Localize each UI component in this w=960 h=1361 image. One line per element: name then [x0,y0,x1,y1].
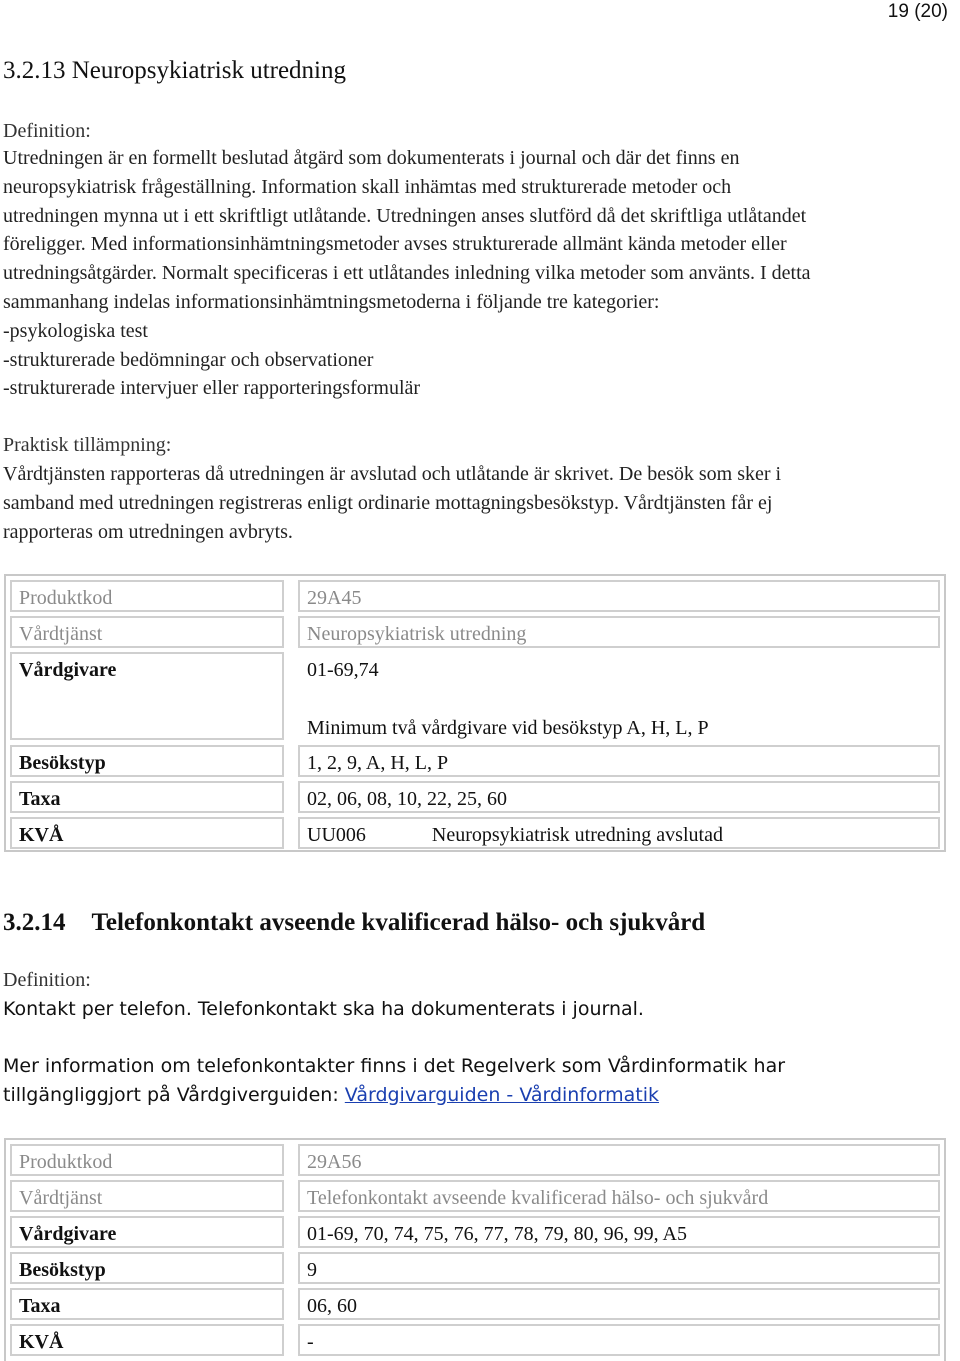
vardgivare-value: 01-69,74 [307,659,379,681]
section-heading-number: 3.2.14 [3,909,66,936]
definition-line: -strukturerade bedömningar och observationer [3,348,374,371]
definition-line: -psykologiska test [3,319,148,342]
taxa-label: Taxa [10,781,284,813]
practice-line: Vårdtjänsten rapporteras då utredningen är avslutad och utlåtande är skrivet. De besök som sker i [3,463,782,485]
info-line-1: Mer information om telefonkontakter finns i det Regelverk som Vårdinformatik har [3,1055,786,1077]
kva-value-2: - [298,1324,940,1356]
definition-text [3,144,960,403]
definition-text-2: Kontakt per telefon. Telefonkontakt ska ha dokumenterats i journal. [3,998,644,1020]
practice-label: Praktisk tillämpning: [3,434,172,456]
produktkod-label-2: Produktkod [10,1144,284,1176]
vardgivare-label: Vårdgivare [10,652,284,740]
taxa-value-2: 06, 60 [298,1288,940,1320]
vardgivare-value-2: 01-69, 70, 74, 75, 76, 77, 78, 79, 80, 96, 99, A5 [298,1216,940,1248]
produktkod-label: Produktkod [10,580,284,612]
besokstyp-value-2: 9 [298,1252,940,1284]
produktkod-value: 29A45 [298,580,940,612]
besokstyp-label-2: Besökstyp [10,1252,284,1284]
definition-line: utredningsåtgärder. Normalt specificeras i ett utlåtandes inledning vilka metoder som använts. I detta [3,262,811,285]
taxa-label-2: Taxa [10,1288,284,1320]
definition-line: föreligger. Med informationsinhämtningsmetoder avses strukturerade allmänt kända metoder eller [3,233,787,256]
definition-line: -strukturerade intervjuer eller rapporteringsformulär [3,377,421,400]
practice-line: rapporteras om utredningen avbryts. [3,520,293,543]
kva-label: KVÅ [10,817,284,849]
definition-line: utredningen mynna ut i ett skriftligt utlåtande. Utredningen anses slutförd då det skriftliga utlåtandet [3,204,807,227]
vardgivare-note: Minimum två vårdgivare vid besökstyp A, H, L, P [307,717,709,739]
kva-code: UU006 [307,824,366,846]
vardtjanst-label: Vårdtjänst [10,616,284,648]
kva-label-2: KVÅ [10,1324,284,1356]
kva-value [298,817,940,849]
besokstyp-value: 1, 2, 9, A, H, L, P [298,745,940,777]
practice-text [3,460,960,546]
produktkod-value-2: 29A56 [298,1144,940,1176]
definition-line: sammanhang indelas informationsinhämtningsmetoderna i följande tre kategorier: [3,290,660,313]
definition-label: Definition: [3,120,91,142]
definition-label-2: Definition: [3,969,91,991]
definition-line: neuropsykiatrisk frågeställning. Information skall inhämtas med strukturerade metoder och [3,175,732,198]
definition-line: Utredningen är en formellt beslutad åtgärd som dokumenterats i journal och där det finns en [3,147,740,169]
practice-line: samband med utredningen registreras enligt ordinarie mottagningsbesökstyp. Vårdtjänsten får ej [3,491,773,514]
vardgivarguiden-link[interactable]: Vårdgivarguiden - Vårdinformatik [344,1084,660,1106]
section-heading-2 [3,908,960,938]
vardtjanst-value-2: Telefonkontakt avseende kvalificerad hälso- och sjukvård [298,1180,940,1212]
vardtjanst-label-2: Vårdtjänst [10,1180,284,1212]
section-heading: 3.2.13 Neuropsykiatrisk utredning [3,57,347,84]
taxa-value: 02, 06, 08, 10, 22, 25, 60 [298,781,940,813]
section-heading-text: Telefonkontakt avseende kvalificerad hälso- och sjukvård [91,909,706,936]
info-line-2 [3,1081,960,1110]
page-number: 19 (20) [887,1,948,22]
vardtjanst-value: Neuropsykiatrisk utredning [298,616,940,648]
kva-text: Neuropsykiatrisk utredning avslutad [431,824,723,846]
vardgivare-label-2: Vårdgivare [10,1216,284,1248]
info-line-2-prefix: tillgängliggjort på Vårdgiverguiden: [3,1084,345,1106]
besokstyp-label: Besökstyp [10,745,284,777]
